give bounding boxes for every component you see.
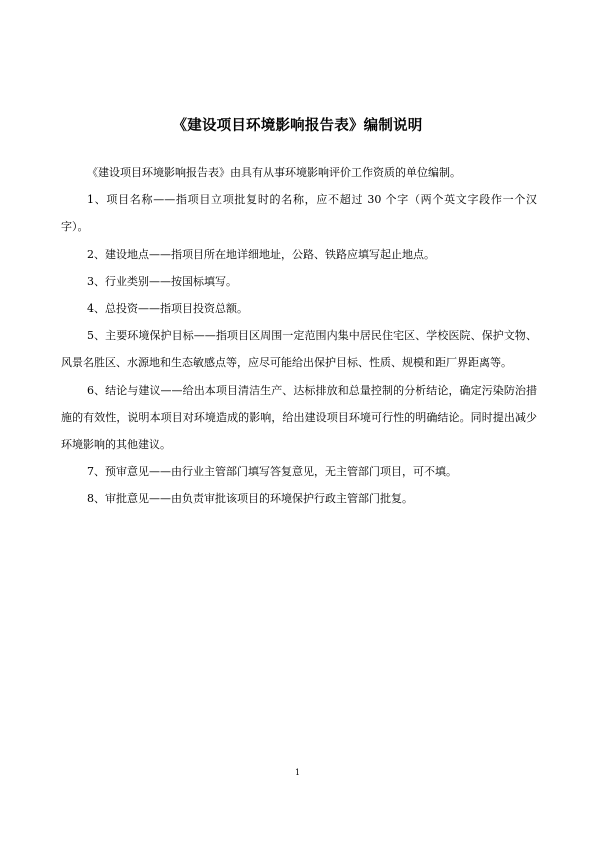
item-industry-category: 3、行业类别——按国标填写。	[87, 274, 237, 288]
intro-paragraph: 《建设项目环境影响报告表》由具有从事环境影响评价工作资质的单位编制。	[87, 166, 461, 179]
item-protection-targets: 5、主要环境保护目标——指项目区周围一定范围内集中居民住宅区、学校医院、保护文物、风景名胜区、水源地和生态敏感点等，应尽可能给出保护目标、性质、规模和距厂界距离等。	[61, 329, 537, 370]
item-project-name: 1、项目名称——指项目立项批复时的名称，应不超过 30 个字（两个英文字段作一个汉字）。	[61, 193, 537, 234]
item-total-investment: 4、总投资——指项目投资总额。	[87, 302, 248, 316]
document-body	[61, 159, 537, 513]
page-number: 1	[294, 768, 301, 777]
item-construction-location: 2、建设地点——指项目所在地详细地址，公路、铁路应填写起止地点。	[87, 247, 435, 261]
item-approval-opinion: 8、审批意见——由负责审批该项目的环境保护行政主管部门批复。	[87, 492, 413, 506]
item-preliminary-review: 7、预审意见——由行业主管部门填写答复意见，无主管部门项目，可不填。	[87, 465, 457, 479]
document-title: 《建设项目环境影响报告表》编制说明	[172, 118, 423, 134]
item-conclusions-suggestions: 6、结论与建议——给出本项目清洁生产、达标排放和总量控制的分析结论，确定污染防治措施的有效性，说明本项目对环境造成的影响，给出建设项目环境可行性的明确结论。同时提出减少环境影响的其他建议。	[61, 383, 537, 452]
